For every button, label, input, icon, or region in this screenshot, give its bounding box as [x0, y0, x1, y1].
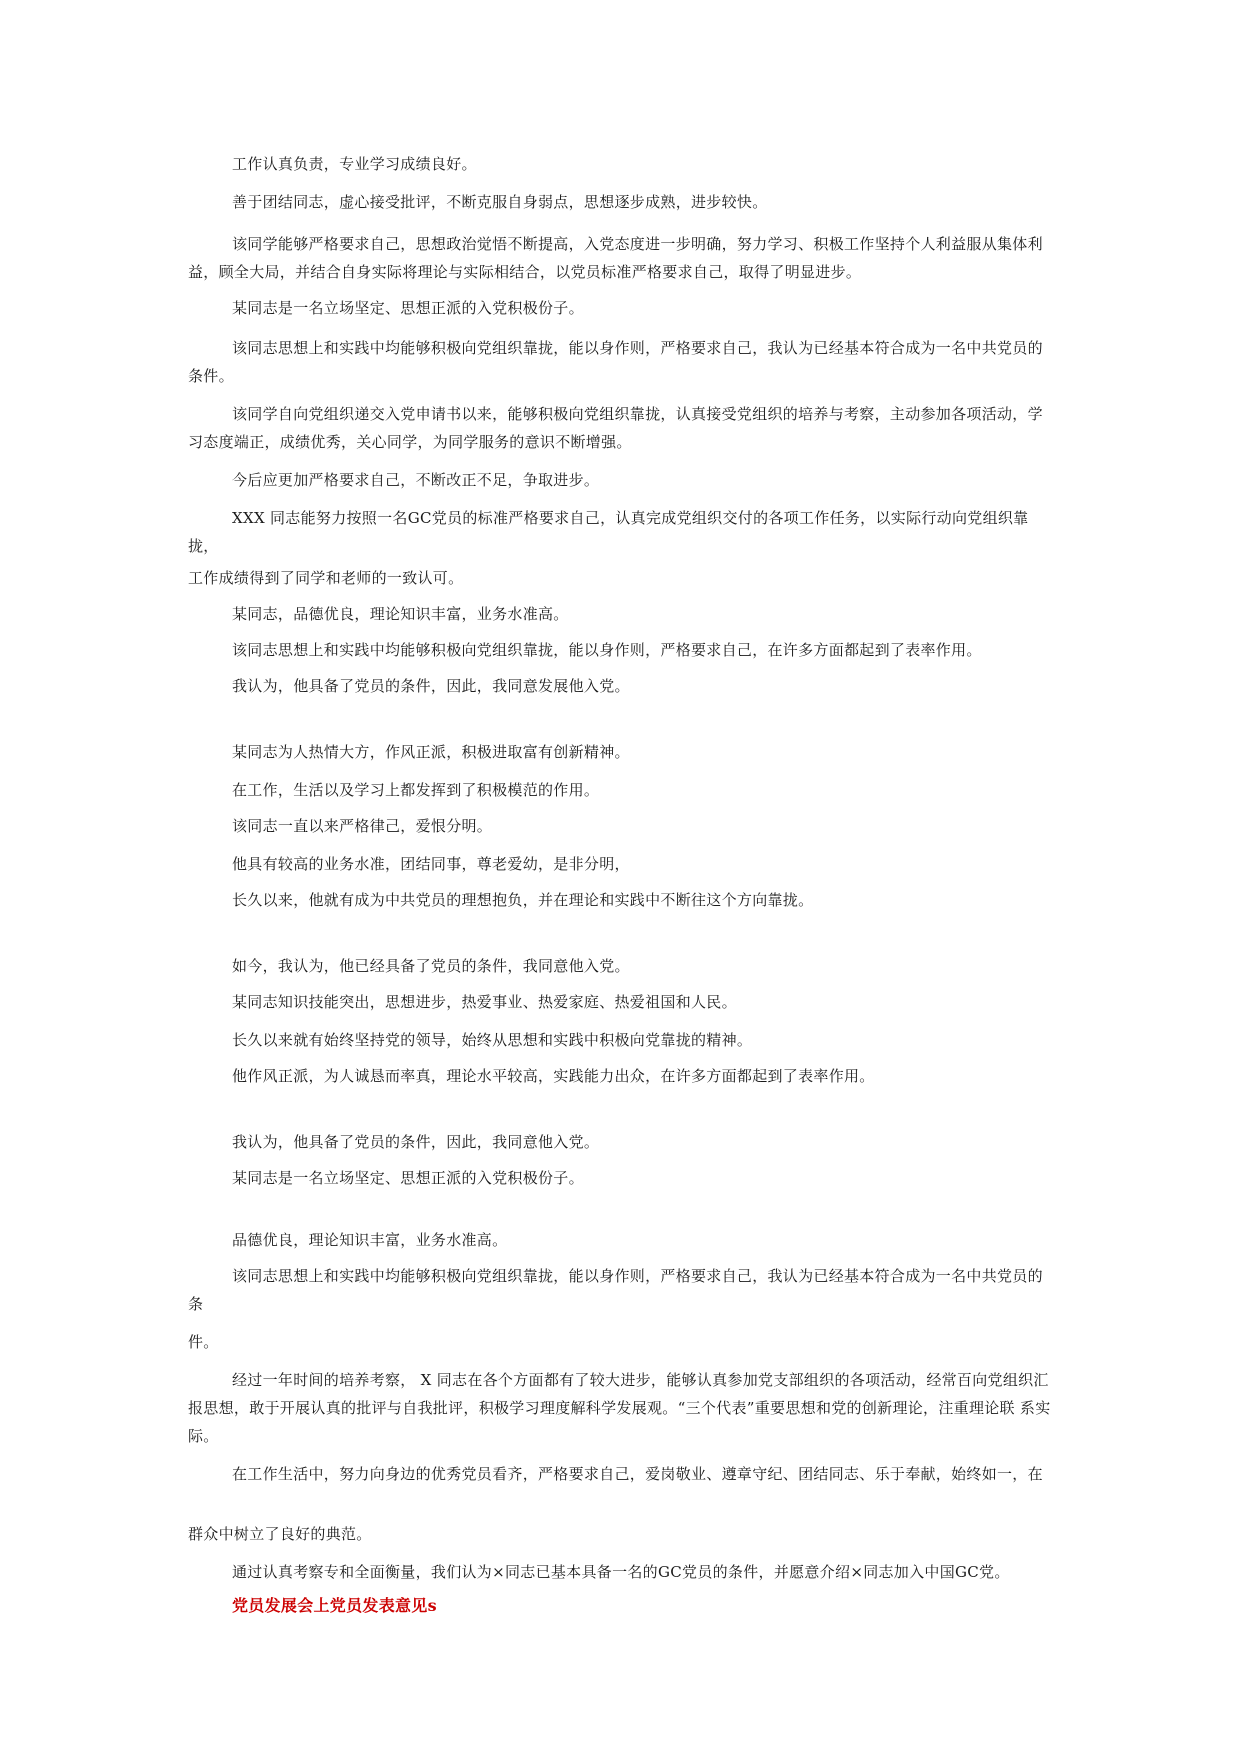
section-heading: 党员发展会上党员发表意见s	[232, 1596, 437, 1615]
paragraph: 如今，我认为，他已经具备了党员的条件，我同意他入党。	[232, 957, 630, 975]
paragraph: 在工作，生活以及学习上都发挥到了积极模范的作用。	[232, 781, 600, 799]
paragraph: 今后应更加严格要求自己，不断改正不足，争取进步。	[232, 471, 600, 489]
paragraph: 某同志为人热情大方，作风正派，积极进取富有创新精神。	[232, 743, 630, 761]
paragraph: XXX 同志能努力按照一名GC党员的标准严格要求自己，认真完成党组织交付的各项工作任务，以实际行动向党组织靠拢，	[188, 509, 1029, 555]
paragraph: 长久以来就有始终坚持党的领导，始终从思想和实践中积极向党靠拢的精神。	[232, 1031, 753, 1049]
paragraph: 他具有较高的业务水准，团结同事，尊老爱幼，是非分明，	[232, 855, 630, 873]
paragraph: 件。	[188, 1333, 219, 1351]
paragraph: 该同志思想上和实践中均能够积极向党组织靠拢，能以身作则，严格要求自己，我认为已经基本符合成为一名中共党员的条件。	[188, 339, 1043, 385]
paragraph: 某同志是一名立场坚定、思想正派的入党积极份子。	[232, 1169, 584, 1187]
paragraph: 该同学自向党组织递交入党申请书以来，能够积极向党组织靠拢，认真接受党组织的培养与考察，主动参加各项活动，学 习态度端正，成绩优秀，关心同学，为同学服务的意识不断增强。	[188, 405, 1043, 451]
paragraph: 我认为，他具备了党员的条件，因此，我同意他入党。	[232, 1133, 600, 1151]
paragraph: 该同学能够严格要求自己，思想政治觉悟不断提高，入党态度进一步明确，努力学习、积极工作坚持个人利益服从集体利 益，顾全大局，并结合自身实际将理论与实际相结合，以党员标准严格要求自己，取得了明显进步。	[188, 235, 1043, 281]
paragraph: 经过一年时间的培养考察， X 同志在各个方面都有了较大进步，能够认真参加党支部组织的各项活动，经常百向党组织汇 报思想，敢于开展认真的批评与自我批评，积极学习理度解科学发展观。“三个代表”重要思想和党的创新理论，注重理论联 系实际。	[188, 1371, 1051, 1445]
paragraph: 我认为，他具备了党员的条件，因此，我同意发展他入党。	[232, 677, 630, 695]
paragraph: 工作成绩得到了同学和老师的一致认可。	[188, 569, 464, 587]
paragraph: 在工作生活中，努力向身边的优秀党员看齐，严格要求自己，爱岗敬业、遵章守纪、团结同志、乐于奉献，始终如一，在	[232, 1465, 1043, 1483]
paragraph: 群众中树立了良好的典范。	[188, 1525, 372, 1543]
paragraph: 该同志思想上和实践中均能够积极向党组织靠拢，能以身作则，严格要求自己，在许多方面都起到了表率作用。	[232, 641, 982, 659]
paragraph: 该同志一直以来严格律己，爱恨分明。	[232, 817, 493, 835]
paragraph: 长久以来，他就有成为中共党员的理想抱负，并在理论和实践中不断往这个方向靠拢。	[232, 891, 814, 909]
paragraph: 品德优良，理论知识丰富，业务水准高。	[232, 1231, 508, 1249]
paragraph: 他作风正派，为人诚恳而率真，理论水平较高，实践能力出众，在许多方面都起到了表率作用。	[232, 1067, 875, 1085]
paragraph: 该同志思想上和实践中均能够积极向党组织靠拢，能以身作则，严格要求自己，我认为已经基本符合成为一名中共党员的条	[188, 1267, 1043, 1313]
paragraph: 工作认真负责，专业学习成绩良好。	[232, 155, 477, 173]
paragraph: 某同志，品德优良，理论知识丰富，业务水准高。	[232, 605, 569, 623]
paragraph: 某同志是一名立场坚定、思想正派的入党积极份子。	[232, 299, 584, 317]
paragraph: 某同志知识技能突出，思想进步，热爱事业、热爱家庭、热爱祖国和人民。	[232, 993, 737, 1011]
paragraph: 善于团结同志，虚心接受批评，不断克服自身弱点，思想逐步成熟，进步较快。	[232, 193, 768, 211]
paragraph: 通过认真考察专和全面衡量，我们认为×同志已基本具备一名的GC党员的条件，并愿意介绍×同志加入中国GC党。	[232, 1563, 1010, 1581]
